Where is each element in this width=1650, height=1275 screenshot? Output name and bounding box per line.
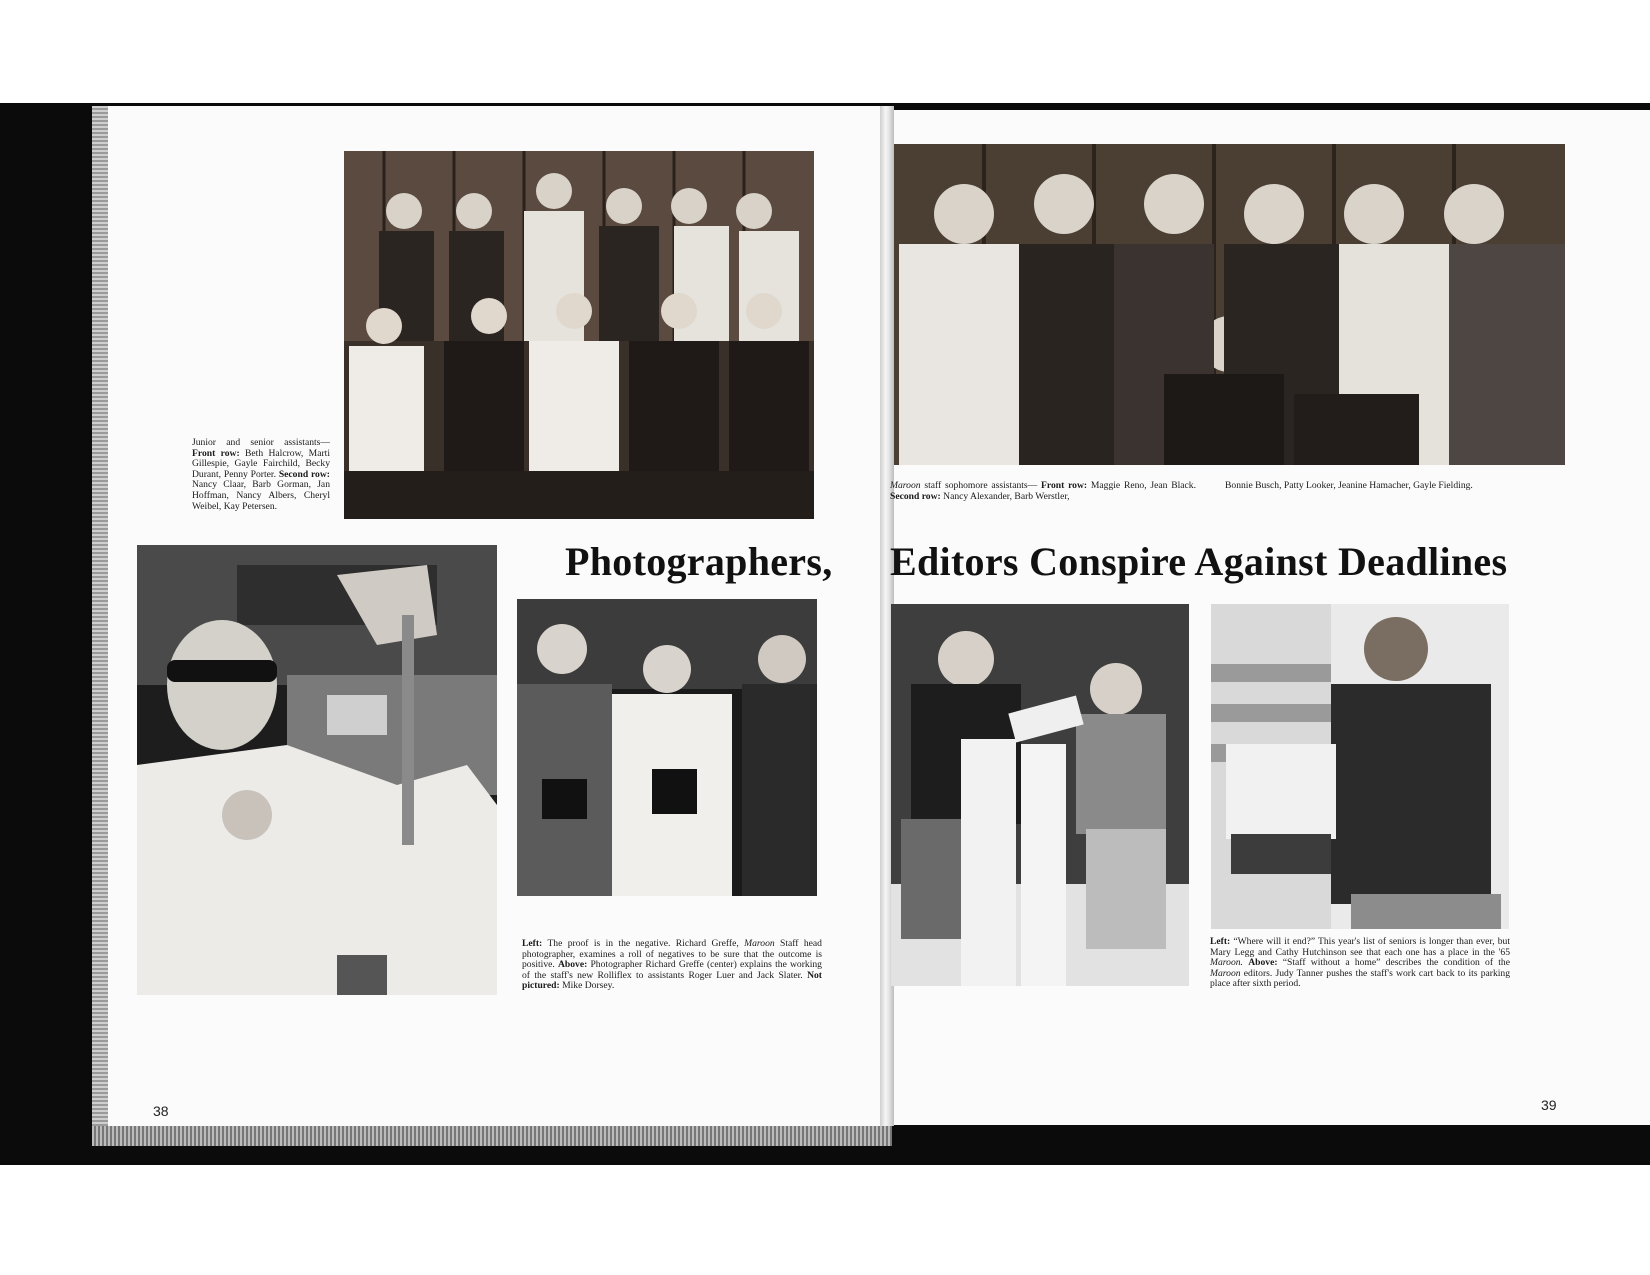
caption-sophomore-2: Bonnie Busch, Patty Looker, Jeanine Hamacher, Gayle Fielding. bbox=[1225, 480, 1473, 491]
photo-work-cart bbox=[1211, 604, 1509, 929]
headline-left: Photographers, bbox=[565, 539, 833, 584]
book-binding bbox=[92, 106, 108, 1146]
photo-sophomore-assistants bbox=[894, 144, 1565, 465]
page-number-right: 39 bbox=[1541, 1097, 1557, 1113]
page-number-left: 38 bbox=[153, 1103, 169, 1119]
caption-sophomore-1: Maroon staff sophomore assistants— Front row: Maggie Reno, Jean Black. Second row: Nancy Alexander, Barb Werstler, bbox=[890, 480, 1196, 502]
headline-right: Editors Conspire Against Deadlines bbox=[890, 539, 1508, 584]
photo-photographer-negatives bbox=[137, 545, 497, 995]
caption-junior-senior: Junior and senior assistants— Front row: Beth Halcrow, Marti Gillespie, Gayle Fairchild, Becky Durant, Penny Porter. Second row: Nancy Claar, Barb Gorman, Jan Hoffman, Nancy Albers, Cheryl Weibel, Kay Petersen. bbox=[192, 437, 330, 512]
caption-editors: Left: “Where will it end?” This year's list of seniors is longer than ever, but Mary Legg and Cathy Hutchinson see that each one has a place in the '65 Maroon. Above: “Staff without a home” describes the condition of the Maroon editors. Judy Tanner pushes the staff's work cart back to its parking place after sixth period. bbox=[1210, 936, 1511, 990]
photo-photographers-rolliflex bbox=[517, 599, 817, 896]
caption-photographers: Left: The proof is in the negative. Richard Greffe, Maroon Staff head photographer, examines a roll of negatives to be sure that the outcome is positive. Above: Photographer Richard Greffe (center) explains the working of the staff's new Rolliflex to assistants Roger Luer and Jack Slater. Not pictured: Mike Dorsey. bbox=[522, 938, 822, 992]
page-edge bbox=[92, 1126, 892, 1146]
photo-editors-seniors-list bbox=[891, 604, 1189, 986]
photo-junior-senior-assistants bbox=[344, 151, 814, 519]
